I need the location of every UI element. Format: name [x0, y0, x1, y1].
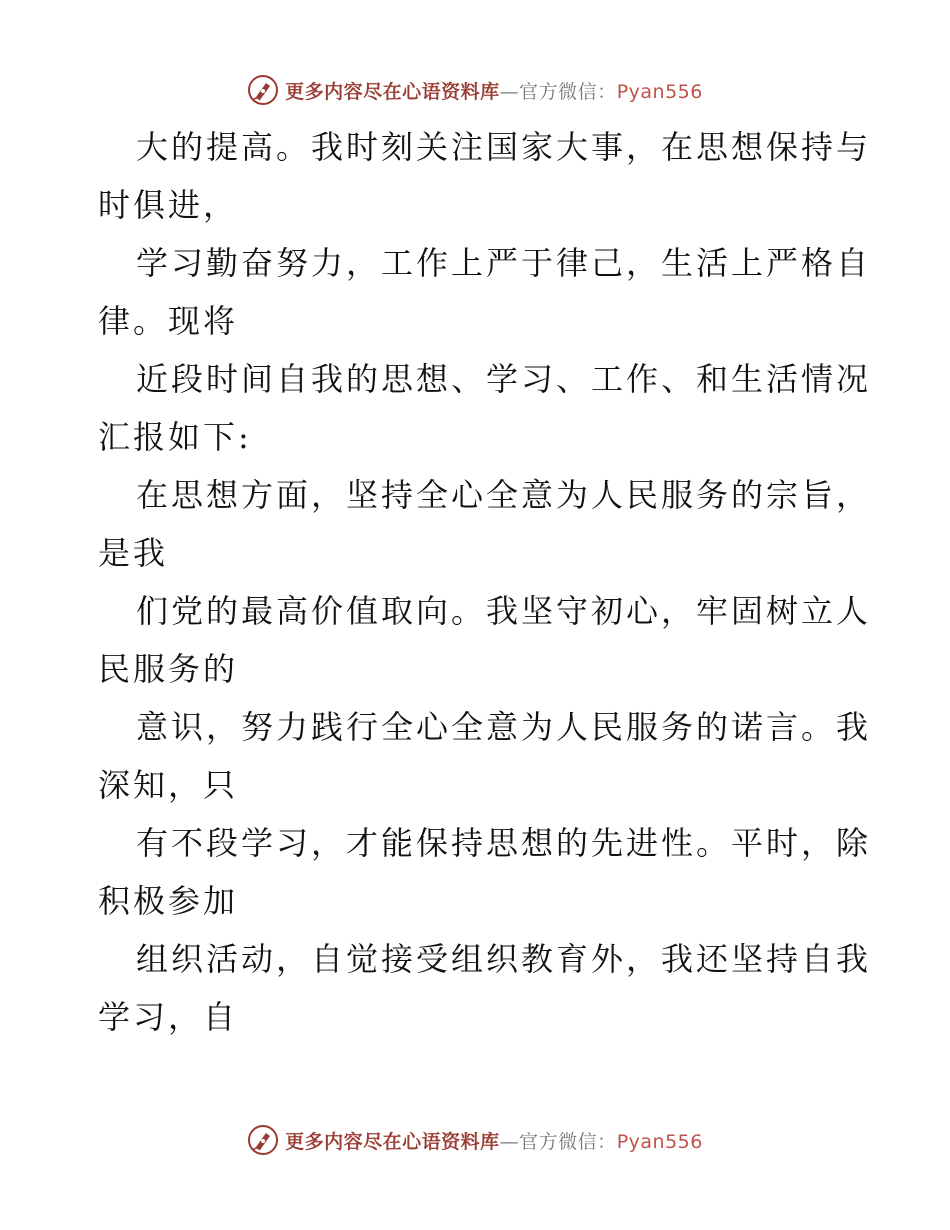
text-line: 民服务的	[98, 650, 239, 688]
watermark-wechat-id: Pyan556	[616, 80, 703, 103]
watermark-site: 更多内容尽在心语资料库	[285, 1130, 500, 1153]
watermark-separator: —	[499, 1130, 520, 1153]
text-line: 汇报如下:	[98, 418, 252, 456]
text-line: 是我	[98, 534, 169, 572]
footer-watermark	[0, 1120, 950, 1160]
document-body	[98, 118, 878, 1046]
text-line: 意识，努力践行全心全意为人民服务的诺言。我	[136, 708, 872, 746]
text-line: 时俱进，	[98, 186, 239, 224]
watermark-site: 更多内容尽在心语资料库	[285, 80, 500, 103]
text-line: 律。现将	[98, 302, 239, 340]
text-line: 在思想方面，坚持全心全意为人民服务的宗旨，	[136, 476, 872, 514]
text-line: 们党的最高价值取向。我坚守初心，牢固树立人	[136, 592, 872, 630]
text-line: 组织活动，自觉接受组织教育外，我还坚持自我	[136, 940, 872, 978]
text-line: 深知，只	[98, 766, 239, 804]
pen-nib-icon	[247, 74, 279, 106]
watermark-text	[285, 77, 703, 104]
watermark-text	[285, 1127, 703, 1154]
text-line: 大的提高。我时刻关注国家大事，在思想保持与	[136, 128, 872, 166]
watermark-wechat-id: Pyan556	[616, 1130, 703, 1153]
text-line: 近段时间自我的思想、学习、工作、和生活情况	[136, 360, 872, 398]
text-line: 积极参加	[98, 882, 239, 920]
pen-nib-icon	[247, 1124, 279, 1156]
watermark-wechat-label: 官方微信：	[519, 80, 617, 103]
header-watermark	[0, 70, 950, 110]
text-line: 有不段学习，才能保持思想的先进性。平时，除	[136, 824, 872, 862]
watermark-separator: —	[499, 80, 520, 103]
watermark-wechat-label: 官方微信：	[519, 1130, 617, 1153]
text-line: 学习，自	[98, 998, 239, 1036]
text-line: 学习勤奋努力，工作上严于律己，生活上严格自	[136, 244, 872, 282]
